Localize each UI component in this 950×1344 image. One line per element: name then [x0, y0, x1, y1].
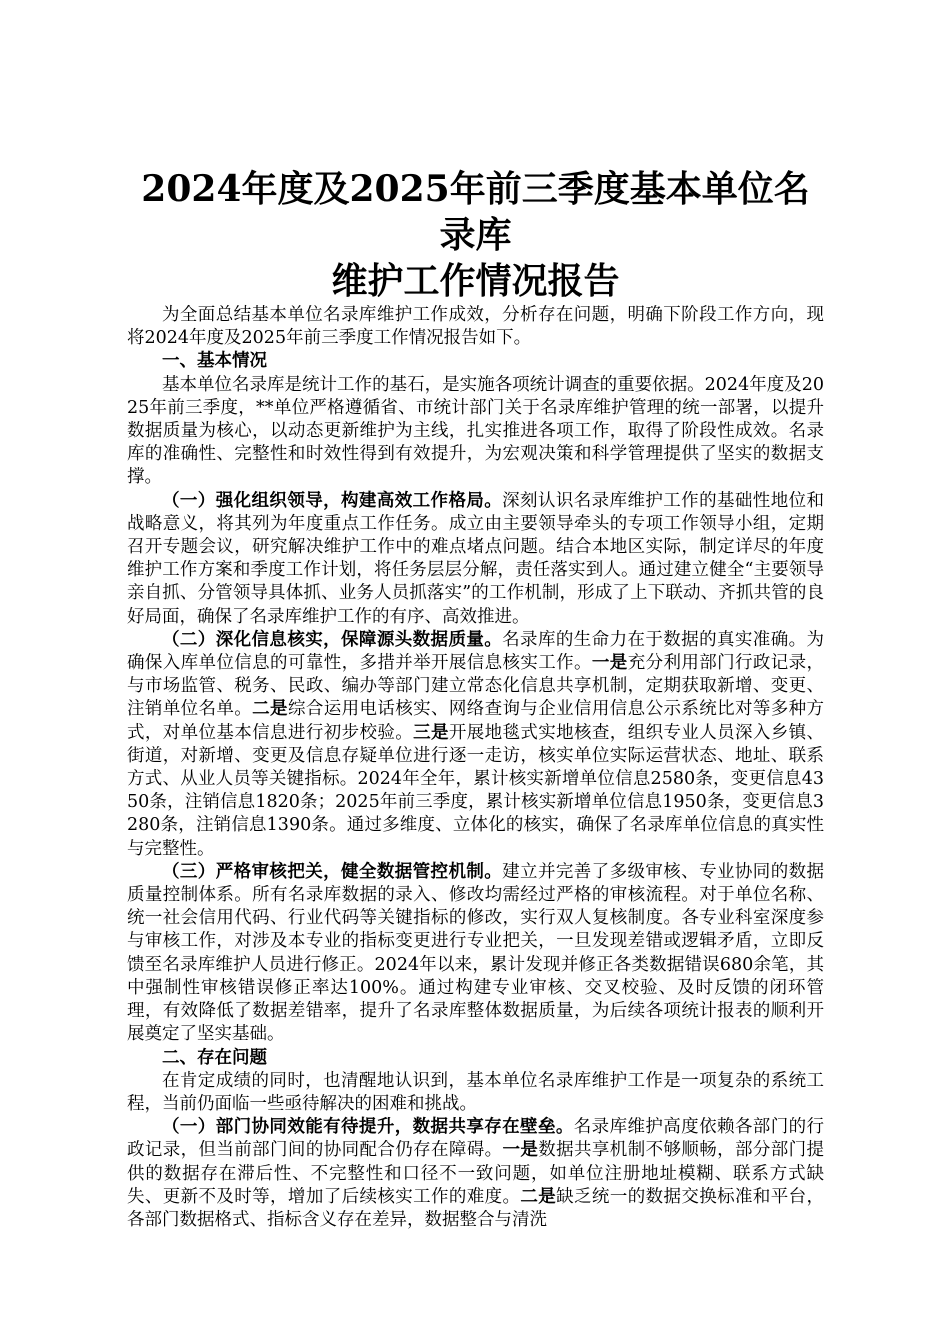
paragraph-body: 数据共享机制不够顺畅，部分部门提供的数据存在滞后性、不完整性和口径不一致问题，如单位注册地址模糊、联系方式缺失、更新不及时等，增加了后续核实工作的难度。 — [127, 1140, 825, 1207]
intro-paragraph: 为全面总结基本单位名录库维护工作成效，分析存在问题，明确下阶段工作方向，现将2024年度及2025年前三季度工作情况报告如下。 — [127, 305, 824, 349]
paragraph-body: 深刻认识名录库维护工作的基础性地位和战略意义，将其列为年度重点工作任务。成立由主要领导牵头的专项工作领导小组，定期召开专题会议，研究解决维护工作中的难点堵点问题。结合本地区实际，制定详尽的年度维护工作方案和季度工作计划，将任务层层分解，责任落实到人。通过建立健全“主要领导亲自抓、分管领导具体抓、业务人员抓落实”的工作机制，形成了上下联动、齐抓共管的良好局面，确保了名录库维护工作的有序、高效推进。 — [127, 490, 825, 627]
paragraph-body: 综合运用电话核实、网络查询与企业信用信息公示系统比对等多种方式，对单位基本信息进行初步校验。 — [127, 699, 825, 743]
title-line-1: 2024年度及2025年前三季度基本单位名录库 — [141, 168, 810, 256]
paragraph-body: 缺乏统一的数据交换标准和平台，各部门数据格式、指标含义存在差异，数据整合与清洗 — [127, 1186, 825, 1230]
paragraph-lead: （二）深化信息核实，保障源头数据质量。 — [162, 629, 503, 650]
document-title — [127, 166, 824, 304]
paragraph-department-collaboration — [127, 1116, 824, 1232]
paragraph-lead: （一）强化组织领导，构建高效工作格局。 — [162, 490, 503, 511]
paragraph-body: 名录库的生命力在于数据的真实准确。为确保入库单位信息的可靠性，多措并举开展信息核实工作。 — [127, 629, 825, 674]
paragraph-body: 开展地毯式实地核查，组织专业人员深入乡镇、街道，对新增、变更及信息存疑单位进行逐一走访，核实单位实际运营状态、地址、联系方式、从业人员等关键指标。2024年全年，累计核实新增单位信息2580条，变更信息4350条，注销信息1820条；2025年前三季度，累计核实新增单位信息1950条，变更信息3280条，注销信息1390条。通过多维度、立体化的核实，确保了名录库单位信息的真实性与完整性。 — [127, 722, 825, 859]
paragraph-body: 名录库维护高度依赖各部门的行政记录，但当前部门间的协同配合仍存在障碍。 — [127, 1117, 825, 1161]
keyword-second: 二是 — [520, 1186, 557, 1207]
keyword-third: 三是 — [413, 722, 449, 743]
section-heading-existing-problems: 二、存在问题 — [162, 1047, 267, 1068]
paragraph-review-control — [127, 861, 824, 1047]
section-basic-situation-body: 基本单位名录库是统计工作的基石，是实施各项统计调查的重要依据。2024年度及2025年前三季度，**单位严格遵循省、市统计部门关于名录库维护管理的统一部署，以提升数据质量为核心，以动态更新维护为主线，扎实推进各项工作，取得了阶段性成效。名录库的准确性、完整性和时效性得到有效提升，为宏观决策和科学管理提供了坚实的数据支撑。 — [127, 374, 824, 488]
keyword-second: 二是 — [252, 699, 288, 720]
section-heading-basic-situation: 一、基本情况 — [162, 351, 267, 372]
paragraph-lead: （一）部门协同效能有待提升，数据共享存在壁垒。 — [162, 1117, 574, 1138]
paragraph-organization-leadership — [127, 490, 824, 629]
title-line-2: 维护工作情况报告 — [331, 260, 620, 302]
paragraph-lead: （三）严格审核把关，健全数据管控机制。 — [162, 861, 503, 882]
paragraph-body: 建立并完善了多级审核、专业协同的数据质量控制体系。所有名录库数据的录入、修改均需经过严格的审核流程。对于单位名称、统一社会信用代码、行业代码等关键指标的修改，实行双人复核制度。各专业科室深度参与审核工作，对涉及本专业的指标变更进行专业把关，一旦发现差错或逻辑矛盾，立即反馈至名录库维护人员进行修正。2024年以来，累计发现并修正各类数据错误680余笔，其中强制性审核错误修正率达100%。通过构建专业审核、交叉校验、及时反馈的闭环管理，有效降低了数据差错率，提升了名录库整体数据质量，为后续各项统计报表的顺利开展奠定了坚实基础。 — [127, 861, 825, 1045]
section-existing-problems-body: 在肯定成绩的同时，也清醒地认识到，基本单位名录库维护工作是一项复杂的系统工程，当前仍面临一些亟待解决的困难和挑战。 — [127, 1070, 824, 1114]
paragraph-body: 充分利用部门行政记录，与市场监管、税务、民政、编办等部门建立常态化信息共享机制，定期获取新增、变更、注销单位名单。 — [127, 653, 825, 720]
keyword-first: 一是 — [502, 1140, 539, 1161]
document-page — [127, 166, 824, 1232]
paragraph-information-verification — [127, 629, 824, 861]
keyword-first: 一是 — [591, 653, 628, 674]
